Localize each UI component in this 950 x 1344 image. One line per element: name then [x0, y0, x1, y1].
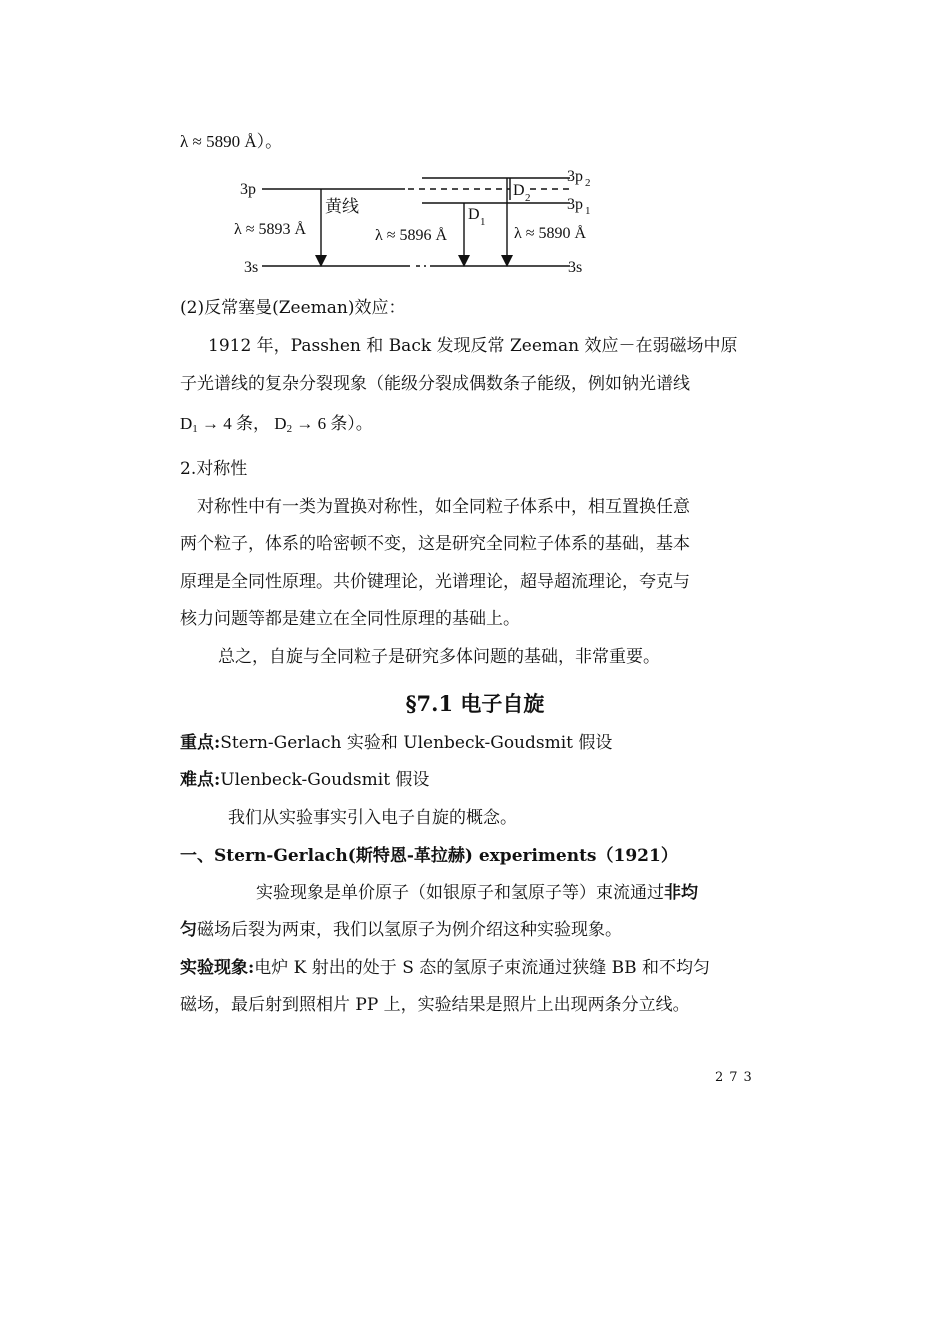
label-3p1-sub: 1 [585, 205, 591, 217]
zeeman-paragraph-line-2: 子光谱线的复杂分裂现象（能级分裂成偶数条子能级，例如钠光谱线 [180, 374, 690, 394]
label-3p2: 3p [567, 168, 583, 185]
label-3p1: 3p [567, 196, 583, 213]
label-lambda-5893: λ ≈ 5893 Å [234, 221, 307, 238]
phenomenon-paragraph-line-1: 实验现象是单价原子（如银原子和氢原子等）束流通过非均 [256, 883, 698, 903]
zeeman-heading: (2)反常塞曼(Zeeman)效应： [180, 298, 406, 318]
zeeman-paragraph-line-1: 1912 年，Passhen 和 Back 发现反常 Zeeman 效应－在弱磁场中原 [208, 336, 738, 356]
label-d2-sub: 2 [525, 192, 531, 204]
label-3p2-sub: 2 [585, 177, 591, 189]
symmetry-heading: 2.对称性 [180, 459, 248, 479]
label-lambda-5890: λ ≈ 5890 Å [514, 225, 587, 242]
label-3p: 3p [240, 181, 256, 198]
summary-line: 总之，自旋与全同粒子是研究多体问题的基础，非常重要。 [218, 647, 660, 667]
subsection-heading: 一、Stern-Gerlach(斯特恩-革拉赫) experiments（1921） [180, 846, 678, 866]
energy-level-diagram [230, 160, 610, 285]
symmetry-paragraph-line-1: 对称性中有一类为置换对称性，如全同粒子体系中，相互置换任意 [197, 497, 690, 517]
label-yellow-line: 黄线 [325, 197, 359, 216]
label-d2: D [513, 182, 525, 199]
wavelength-formula: λ ≈ 5890 Å）。 [180, 132, 283, 151]
difficulty-point: 难点:Ulenbeck-Goudsmit 假设 [180, 770, 430, 790]
phenomenon-paragraph-line-2: 匀磁场后裂为两束，我们以氢原子为例介绍这种实验现象。 [180, 920, 622, 940]
symmetry-paragraph-line-4: 核力问题等都是建立在全同性原理的基础上。 [180, 609, 520, 629]
label-d1: D [468, 206, 480, 223]
symmetry-paragraph-line-3: 原理是全同性原理。共价键理论，光谱理论，超导超流理论，夸克与 [180, 572, 690, 592]
section-title: §7.1 电子自旋 [405, 691, 545, 716]
experiment-paragraph-line-2: 磁场，最后射到照相片 PP 上，实验结果是照片上出现两条分立线。 [180, 995, 690, 1015]
experiment-paragraph-line-1: 实验现象:电炉 K 射出的处于 S 态的氢原子束流通过狭缝 BB 和不均匀 [180, 958, 711, 978]
key-point: 重点:Stern-Gerlach 实验和 Ulenbeck-Goudsmit 假设 [180, 733, 613, 753]
label-lambda-5896: λ ≈ 5896 Å [375, 227, 448, 244]
label-3s-left: 3s [244, 259, 259, 276]
zeeman-paragraph-line-3: $D_1 \to 4$ 条， $D_2 \to 6$ 条）。 [180, 414, 373, 435]
symmetry-paragraph-line-2: 两个粒子，体系的哈密顿不变，这是研究全同粒子体系的基础，基本 [180, 534, 690, 554]
page-number: 273 [715, 1070, 758, 1085]
intro-line: 我们从实验事实引入电子自旋的概念。 [228, 808, 517, 828]
label-3s-right: 3s [568, 259, 583, 276]
label-d1-sub: 1 [480, 216, 486, 228]
